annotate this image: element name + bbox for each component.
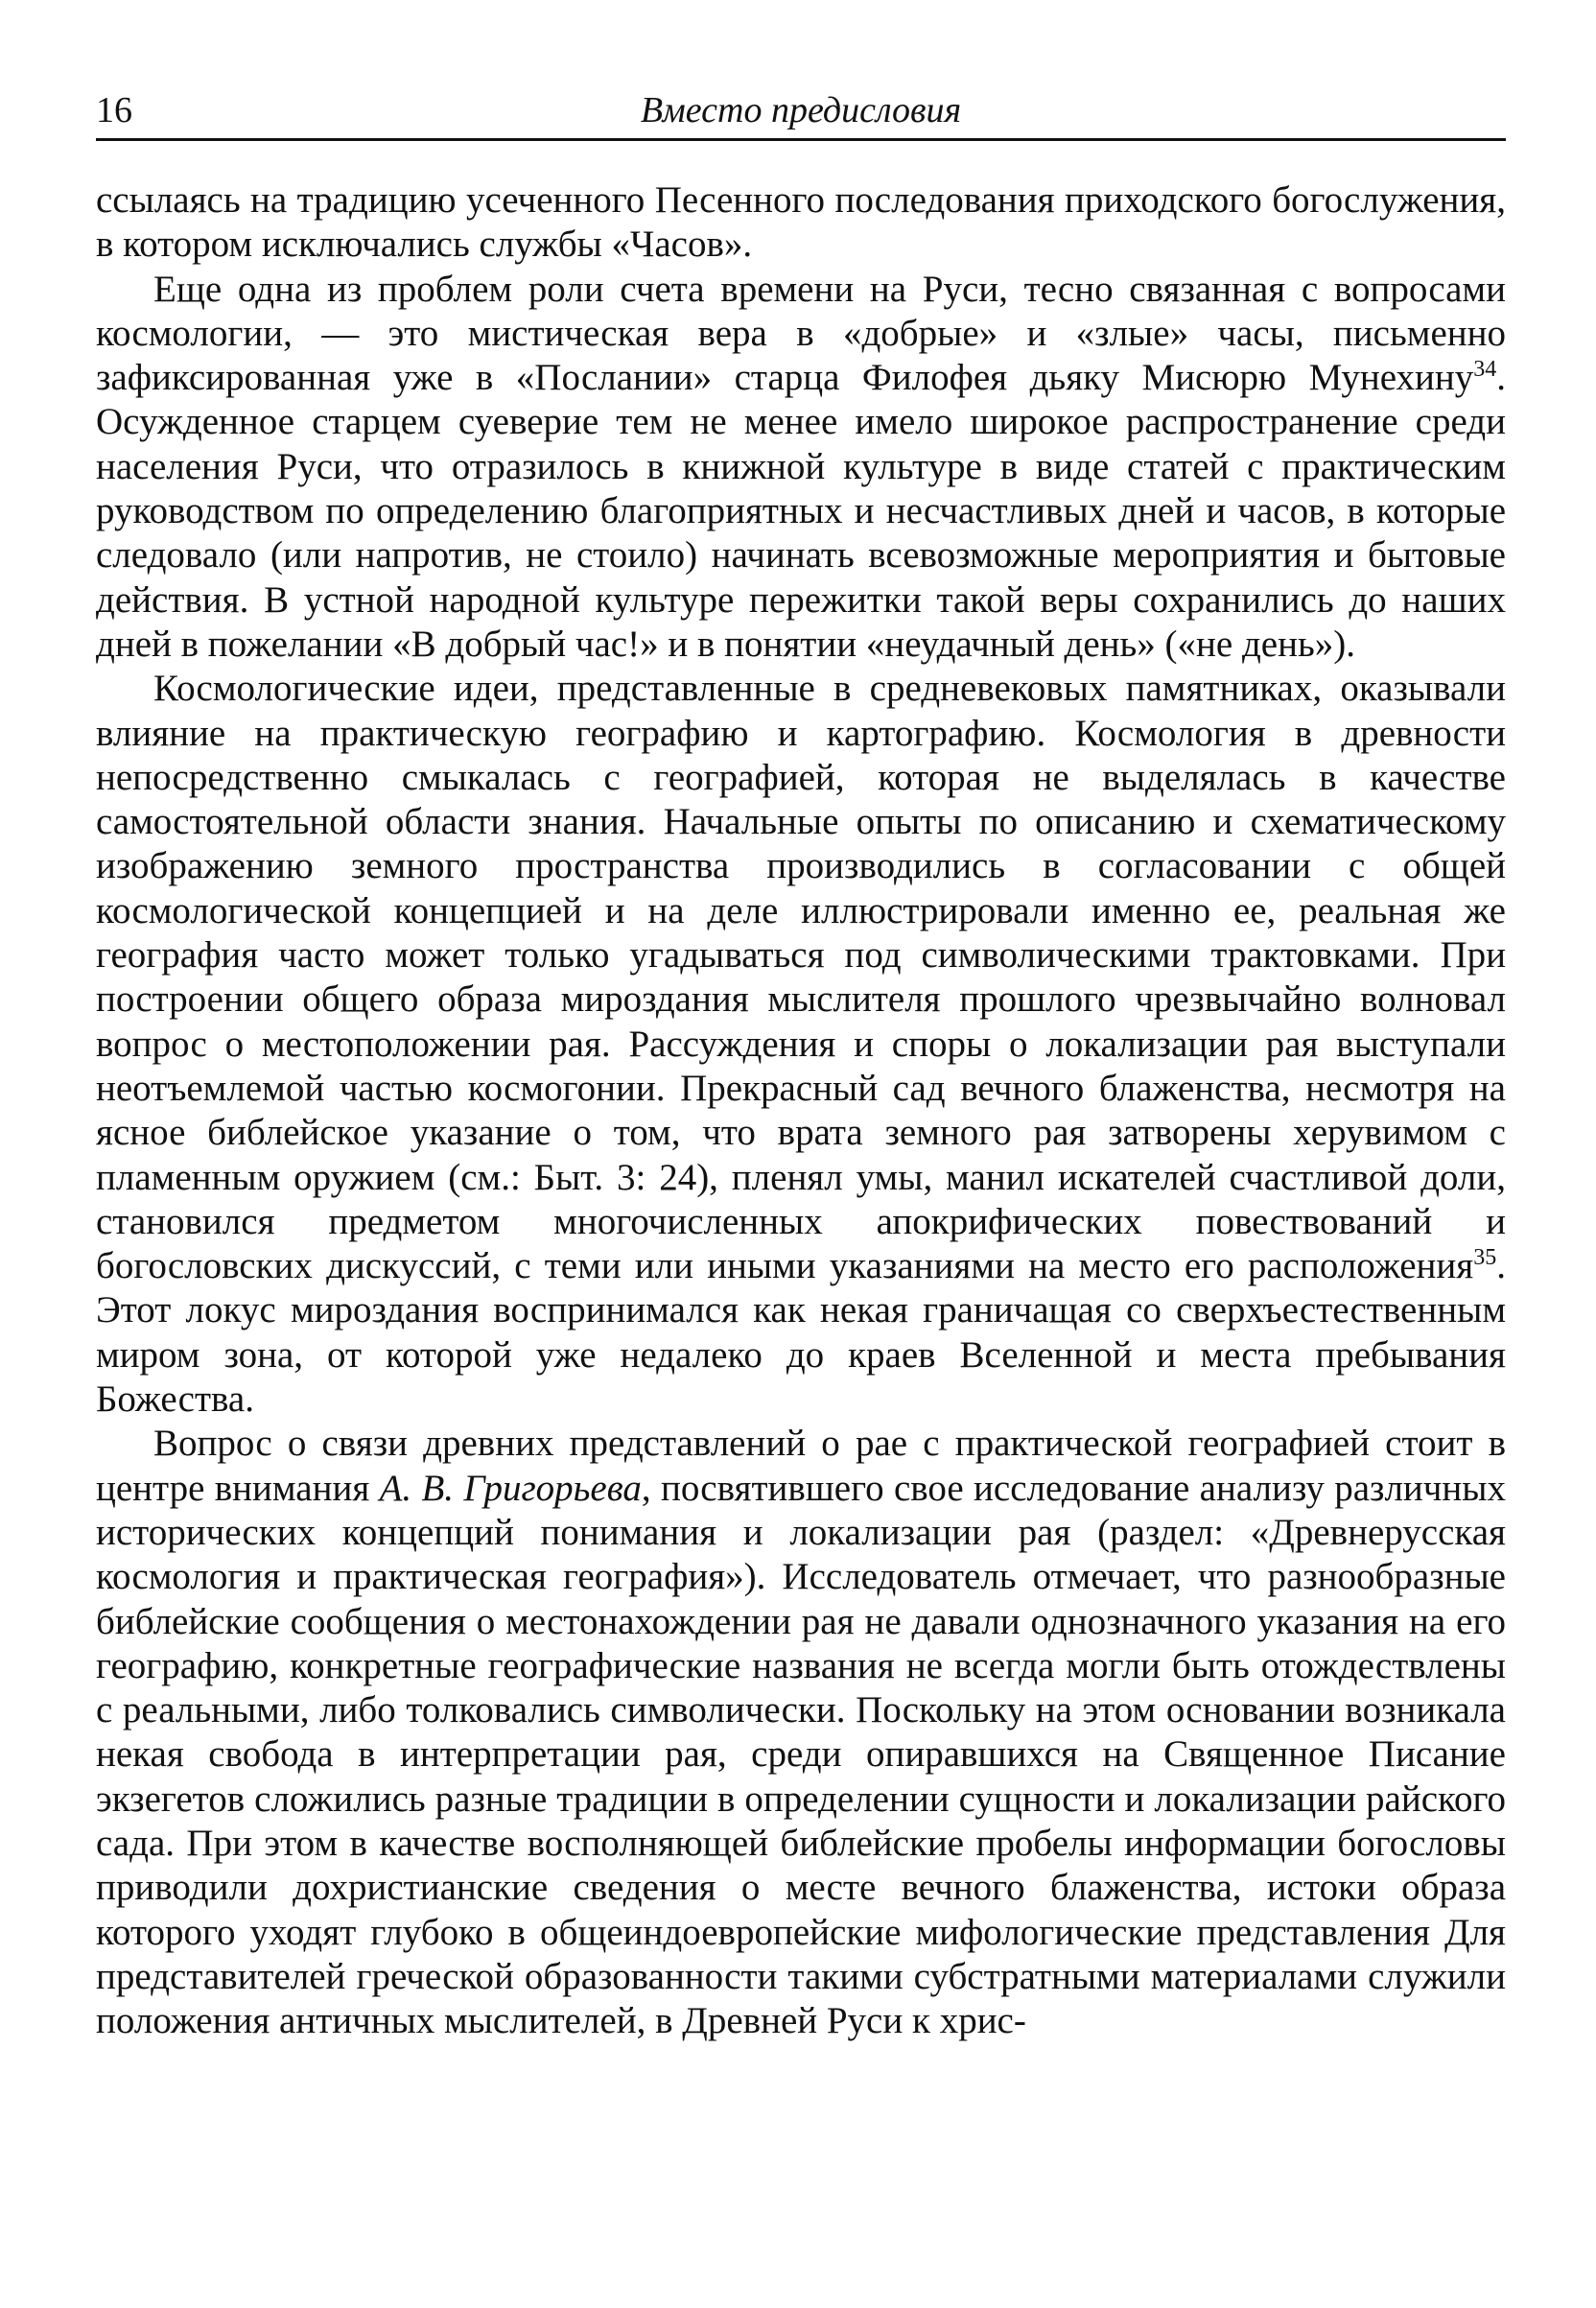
page-number: 16 — [96, 90, 132, 130]
paragraph-3-text-b: . Этот локус мироздания воспринимался как некая граничащая со сверхъестественным миром зона, от которой уже недалеко до краев Вселенной и места пребывания Божества. — [96, 1245, 1506, 1421]
paragraph-4 — [96, 1422, 1506, 2043]
paragraph-1-text: ссылаясь на традицию усеченного Песенного последования приходского богослужения, в котором исключались службы «Часов». — [96, 179, 1506, 266]
paragraph-4-text-b: , посвятившего свое исследование анализу различных исторических концепций понимания и локализации рая (раздел: «Древнерусская космология и практическая география»). Исследователь отмечает, что разнообразные библейские сообщения о местонахождении рая не давали однозначного указания на его географию, конкретные географические названия не всегда могли быть отождествлены с реальными, либо толковались символически. Поскольку на этом основании возникала некая свобода в интерпретации рая, среди опиравшихся на Священное Писание экзегетов сложились разные традиции в определении сущности и локализации райского сада. При этом в качестве восполняющей библейские пробелы информации богословы приводили дохристианские сведения о месте вечного блаженства, истоки образа которого уходят глубоко в общеиндоевропейские мифологические представления Для представителей греческой образованности такими субстратными материалами служили положения античных мыслителей, в Древней Руси к хрис- — [96, 1467, 1506, 2042]
author-name: А. В. Григорьева — [379, 1467, 642, 1509]
paragraph-2-text-a: Еще одна из проблем роли счета времени на Руси, тесно связанная с вопросами космологии, — это мистическая вера в «добрые» и «злые» часы, письменно зафиксированная уже в «Послании» старца Филофея дьяку Мисюрю Мунехину — [96, 268, 1506, 399]
footnote-ref-35[interactable]: 35 — [1473, 1245, 1497, 1271]
running-title: Вместо предисловия — [640, 90, 962, 130]
body-text — [96, 178, 1506, 2043]
paragraph-3 — [96, 667, 1506, 1422]
paragraph-2 — [96, 268, 1506, 668]
running-header — [96, 88, 1506, 141]
paragraph-2-text-b: . Осужденное старцем суеверие тем не менее имело широкое распространение среди населения Руси, что отразилось в книжной культуре в виде статей с практическим руководством по определению благоприятных и несчастливых дней и часов, в которые следовало (или напротив, не стоило) начинать всевозможные мероприятия и бытовые действия. В устной народной культуре пережитки такой веры сохранились до наших дней в пожелании «В добрый час!» и в понятии «неудачный день» («не день»). — [96, 357, 1506, 665]
paragraph-4-text-a: Вопрос о связи древних представлений о рае с практической географией стоит в центре внимания — [96, 1423, 1506, 1509]
footnote-ref-34[interactable]: 34 — [1473, 357, 1497, 383]
paragraph-3-text-a: Космологические идеи, представленные в средневековых памятниках, оказывали влияние на практическую географию и картографию. Космология в древности непосредственно смыкалась с географией, которая не выделялась в качестве самостоятельной области знания. Начальные опыты по описанию и схематическому изображению земного пространства производились в согласовании с общей космологической концепцией и на деле иллюстрировали именно ее, реальная же география часто может только угадываться под символическими трактовками. При построении общего образа мироздания мыслителя прошлого чрезвычайно волновал вопрос о местоположении рая. Рассуждения и споры о локализации рая выступали неотъемлемой частью космогонии. Прекрасный сад вечного блаженства, несмотря на ясное библейское указание о том, что врата земного рая затворены херувимом с пламенным оружием (см.: Быт. 3: 24), пленял умы, манил искателей счастливой доли, становился предметом многочисленных апокрифических повествований и богословских дискуссий, с теми или иными указаниями на место его расположения — [96, 668, 1506, 1287]
paragraph-1 — [96, 178, 1506, 268]
